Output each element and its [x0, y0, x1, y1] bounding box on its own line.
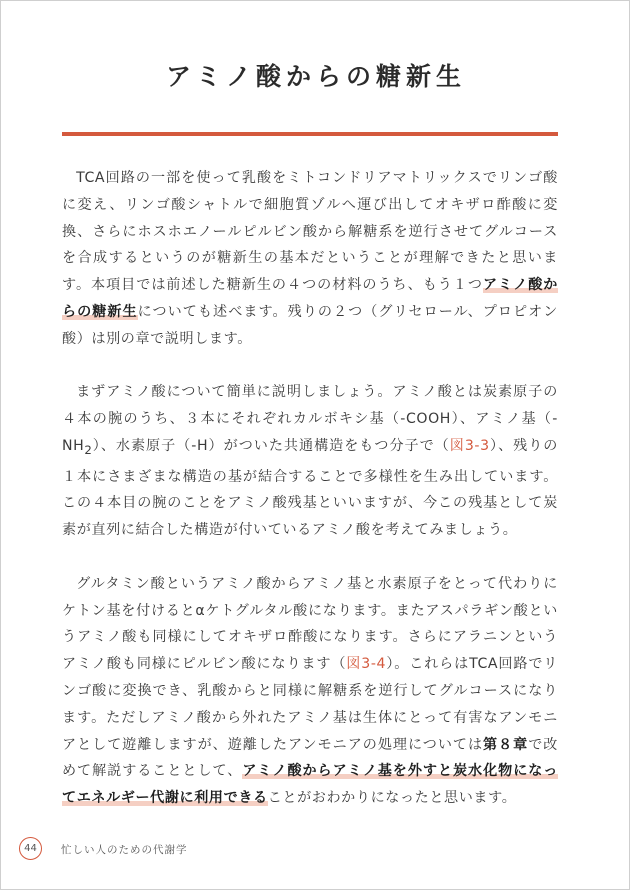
chapter-8-ref: 第８章	[483, 736, 529, 753]
paragraph-1-text-2: についても述べます。残りの２つ（グリセロール、プロピオン酸）は別の章で説明します。	[62, 303, 558, 347]
title-underline	[62, 132, 558, 136]
paragraph-2-text-1: まずアミノ酸について簡単に説明しましょう。アミノ酸とは炭素原子の４本の腕のうち、３本にそれぞれカルボキシ基（-COOH）、アミノ基（-NH	[62, 384, 558, 454]
paragraph-1-text-1: TCA回路の一部を使って乳酸をミトコンドリアマトリックスでリンゴ酸に変え、リンゴ酸シャトルで細胞質ゾルへ運び出してオキザロ酢酸に変換、さらにホスホエノールピルビン酸から解糖系を逆行させてグルコースを合成するというのが糖新生の基本だということが理解できたと思います。本項目では前述した糖新生の４つの材料のうち、もう１つ	[62, 170, 558, 294]
paragraph-2-text-3: ）、残りの１本にさまざまな構造の基が結合することで多様性を生み出しています。この４本目の腕のことをアミノ酸残基といいますが、今この残基として炭素が直列に結合した構造が付いているアミノ酸を考えてみましょう。	[62, 437, 559, 539]
body-text	[62, 165, 558, 812]
paragraph-1	[62, 165, 558, 353]
figure-ref-3-3[interactable]: 図3-3	[449, 437, 490, 454]
running-footer-title: 忙しい人のための代謝学	[61, 844, 188, 856]
paragraph-2-text-2: ）、水素原子（-H）がついた共通構造をもつ分子で（	[92, 437, 450, 454]
paragraph-3-text-4: ことがおわかりになったと思います。	[267, 790, 517, 807]
subscript-2: 2	[84, 442, 93, 457]
paragraph-3-text-3: で改めて解説することとして、	[62, 736, 558, 780]
paragraph-2	[62, 379, 558, 544]
highlight-amino-gluconeogenesis: アミノ酸からの糖新生	[62, 277, 558, 320]
figure-ref-3-4[interactable]: 図3-4	[346, 656, 387, 673]
paragraph-3	[62, 571, 558, 812]
paragraph-3-text-2: ）。これらはTCA回路でリンゴ酸に変換でき、乳酸からと同様に解糖系を逆行してグルコースになります。ただしアミノ酸から外れたアミノ基は生体にとって有害なアンモニアとして遊離しますが、遊離したアンモニアの処理については	[62, 656, 559, 753]
page-title: アミノ酸からの糖新生	[165, 62, 466, 91]
paragraph-3-text-1: グルタミン酸というアミノ酸からアミノ基と水素原子をとって代わりにケトン基を付けるとαケトグルタル酸になります。またアスパラギン酸というアミノ酸も同様にしてオキザロ酢酸になります。さらにアラニンというアミノ酸も同様にピルビン酸になります（	[62, 575, 558, 673]
page-number: 44	[19, 837, 42, 860]
highlight-amino-removal: アミノ酸からアミノ基を外すと炭水化物になってエネルギー代謝に利用できる	[62, 763, 558, 807]
